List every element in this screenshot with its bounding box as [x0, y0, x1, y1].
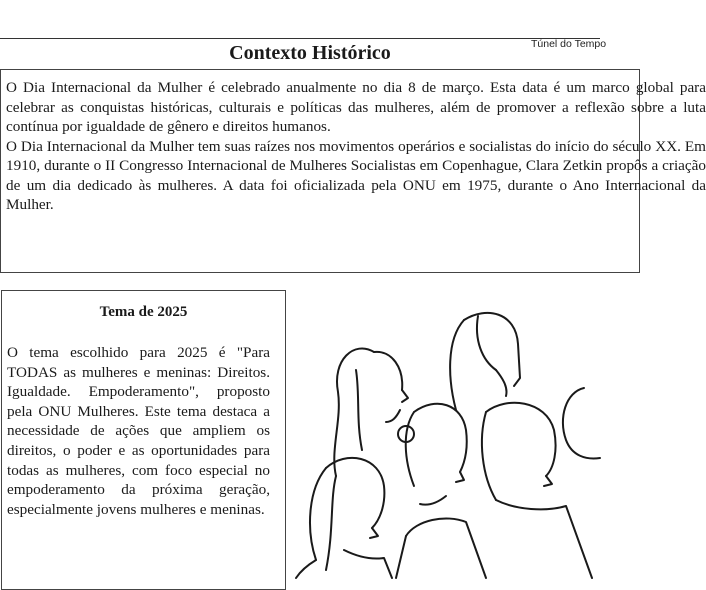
history-text — [6, 78, 706, 215]
woman-figure-right — [482, 388, 600, 578]
corner-label: Túnel do Tempo — [531, 38, 607, 50]
theme-heading: Tema de 2025 — [99, 304, 188, 320]
theme-text: O tema escolhido para 2025 é "Para TODAS as mulheres e meninas: Direitos. Igualdade. Empoderamento", proposto pela ONU Mulheres. Este tema destaca a necessidade de ações que ampliem os direitos, o poder e as oportunidades para todas as mulheres, com foco especial no empoderamento da próxima geração, especialmente jovens mulheres e meninas. — [7, 344, 270, 518]
history-paragraph-1: O Dia Internacional da Mulher é celebrado anualmente no dia 8 de março. Esta data é um marco global para celebrar as conquistas históricas, culturais e políticas das mulheres, além de promover a reflexão sobre a luta contínua por igualdade de gênero e direitos humanos. — [6, 79, 706, 135]
woman-figure-center-bun — [396, 404, 486, 578]
woman-figure-front-left — [296, 458, 392, 578]
top-divider — [0, 38, 600, 39]
woman-figure-back-center — [450, 313, 520, 410]
women-illustration — [296, 300, 600, 578]
woman-figure-back-left — [334, 348, 408, 476]
history-paragraph-2: O Dia Internacional da Mulher tem suas raízes nos movimentos operários e socialistas do início do século XX. Em 1910, durante o II Congresso Internacional de Mulheres Socialistas em Copenhague, Clara Zetkin propôs a criação de um dia dedicado às mulheres. A data foi oficializada pela ONU em 1975, durante o Ano Internacional da Mulher. — [6, 137, 706, 213]
page-title: Contexto Histórico — [229, 42, 391, 64]
